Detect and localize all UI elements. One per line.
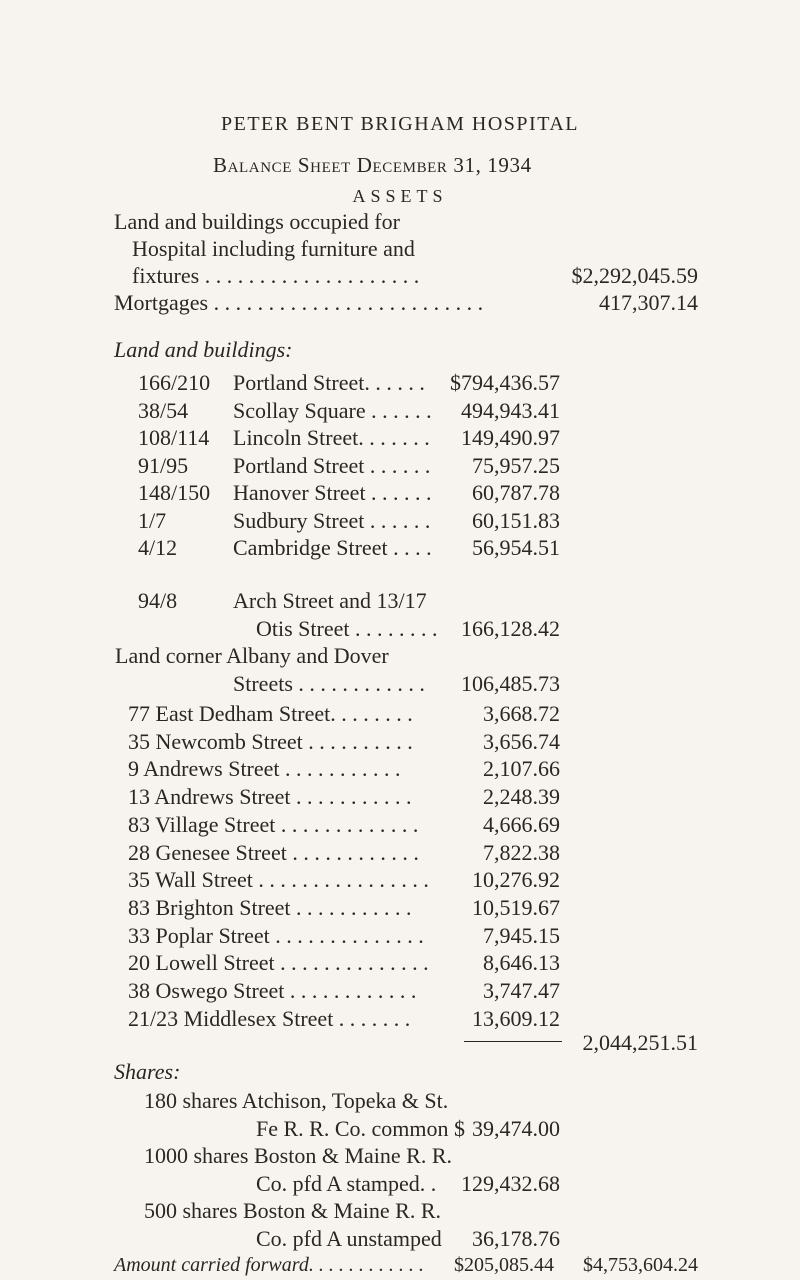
land-heading: Land and buildings: — [114, 337, 293, 362]
share-1-value: 39,474.00 — [472, 1116, 560, 1141]
carried-forward-value-1: $205,085.44 — [454, 1254, 554, 1276]
land-row-value: 149,490.97 — [461, 425, 560, 450]
share-1-line-1: 180 shares Atchison, Topeka & St. — [144, 1088, 449, 1113]
land-buildings-value: $2,292,045.59 — [571, 263, 698, 288]
land-row-street: Sudbury Street . . . . . . — [233, 507, 431, 533]
property-row-label: 13 Andrews Street . . . . . . . . . . . — [128, 784, 412, 810]
total-rule — [464, 1041, 562, 1042]
property-row-value: 3,668.72 — [483, 701, 560, 726]
land-row-number: 148/150 — [138, 480, 211, 505]
land-row-number: 1/7 — [138, 507, 167, 533]
property-row-value: 10,519.67 — [472, 894, 560, 920]
share-2-line-2: Co. pfd A stamped. . — [256, 1171, 437, 1196]
property-row-label: 83 Village Street . . . . . . . . . . . . . — [128, 811, 419, 837]
document-title: Balance Sheet December 31, 1934 — [213, 153, 532, 177]
property-row-label: 20 Lowell Street . . . . . . . . . . . . . . — [128, 950, 429, 976]
share-2-value: 129,432.68 — [461, 1171, 560, 1196]
share-1-line-2: Fe R. R. Co. common $ — [256, 1116, 466, 1141]
section-heading: ASSETS — [352, 186, 448, 206]
property-row-value: 7,822.38 — [483, 839, 560, 865]
land-row-street: Portland Street . . . . . . — [233, 452, 431, 478]
institution-name: PETER BENT BRIGHAM HOSPITAL — [221, 113, 579, 135]
property-row-label: 83 Brighton Street . . . . . . . . . . . — [128, 894, 412, 920]
land-row-value: $794,436.57 — [450, 370, 560, 395]
land-row-number: 38/54 — [138, 397, 189, 423]
land-row-number: 108/114 — [138, 425, 210, 450]
carried-forward-label: Amount carried forward. . . . . . . . . . . . — [114, 1254, 424, 1276]
share-3-line-1: 500 shares Boston & Maine R. R. — [144, 1198, 441, 1223]
land-row-value: 56,954.51 — [472, 535, 560, 560]
property-row-value: 8,646.13 — [483, 950, 560, 976]
property-row-value: 4,666.69 — [483, 811, 560, 837]
land-row-value: 60,787.78 — [472, 480, 560, 505]
land-row-street: Hanover Street . . . . . . — [233, 480, 432, 505]
property-row-label: 21/23 Middlesex Street . . . . . . . — [128, 1005, 411, 1031]
arch-line-1: Arch Street and 13/17 — [233, 588, 427, 613]
property-row-value: 13,609.12 — [472, 1005, 560, 1031]
property-row-value: 10,276.92 — [472, 867, 560, 893]
land-row-value: 60,151.83 — [472, 507, 560, 533]
corner-line-1: Land corner Albany and Dover — [115, 643, 389, 668]
property-row-value: 2,107.66 — [483, 756, 560, 782]
corner-line-2: Streets . . . . . . . . . . . . — [233, 671, 425, 696]
property-row-label: 33 Poplar Street . . . . . . . . . . . . . . — [128, 922, 424, 948]
land-row-number: 91/95 — [138, 452, 189, 478]
property-row-label: 28 Genesee Street . . . . . . . . . . . . — [128, 839, 419, 865]
asset-desc-line-1: Land and buildings occupied for — [114, 209, 400, 234]
land-row-street: Scollay Square . . . . . . — [233, 397, 432, 423]
property-row-label: 35 Newcomb Street . . . . . . . . . . — [128, 728, 413, 754]
mortgages-value: 417,307.14 — [599, 290, 698, 315]
corner-value: 106,485.73 — [461, 671, 560, 696]
property-row-label: 38 Oswego Street . . . . . . . . . . . . — [128, 978, 417, 1003]
asset-desc-line-3: fixtures . . . . . . . . . . . . . . . . . . . . — [132, 263, 420, 288]
land-row-street: Portland Street. . . . . . — [233, 370, 425, 395]
property-row-label: 9 Andrews Street . . . . . . . . . . . — [128, 756, 401, 782]
arch-value: 166,128.42 — [461, 616, 560, 641]
mortgages-label: Mortgages . . . . . . . . . . . . . . . . . . . . . . . . . — [114, 290, 484, 315]
arch-line-2: Otis Street . . . . . . . . — [256, 616, 438, 641]
property-row-value: 3,656.74 — [483, 728, 560, 754]
shares-heading: Shares: — [114, 1059, 181, 1084]
property-row-label: 77 East Dedham Street. . . . . . . . — [128, 701, 413, 726]
property-row-value: 3,747.47 — [483, 978, 560, 1003]
land-row-number: 166/210 — [138, 370, 211, 395]
property-row-value: 7,945.15 — [483, 922, 560, 948]
asset-desc-line-2: Hospital including furniture and — [132, 236, 415, 261]
land-row-street: Lincoln Street. . . . . . . — [233, 425, 430, 450]
share-3-line-2: Co. pfd A unstamped — [256, 1226, 442, 1251]
land-row-street: Cambridge Street . . . . — [233, 535, 432, 560]
share-3-value: 36,178.76 — [472, 1226, 560, 1251]
land-row-number: 4/12 — [138, 535, 178, 560]
property-row-value: 2,248.39 — [483, 784, 560, 810]
land-row-value: 494,943.41 — [461, 397, 560, 423]
land-total: 2,044,251.51 — [582, 1030, 698, 1055]
share-2-line-1: 1000 shares Boston & Maine R. R. — [144, 1143, 452, 1168]
land-row-value: 75,957.25 — [472, 452, 560, 478]
property-row-label: 35 Wall Street . . . . . . . . . . . . . . . . — [128, 867, 429, 893]
arch-number: 94/8 — [138, 588, 178, 613]
carried-forward-value-2: $4,753,604.24 — [583, 1254, 698, 1276]
